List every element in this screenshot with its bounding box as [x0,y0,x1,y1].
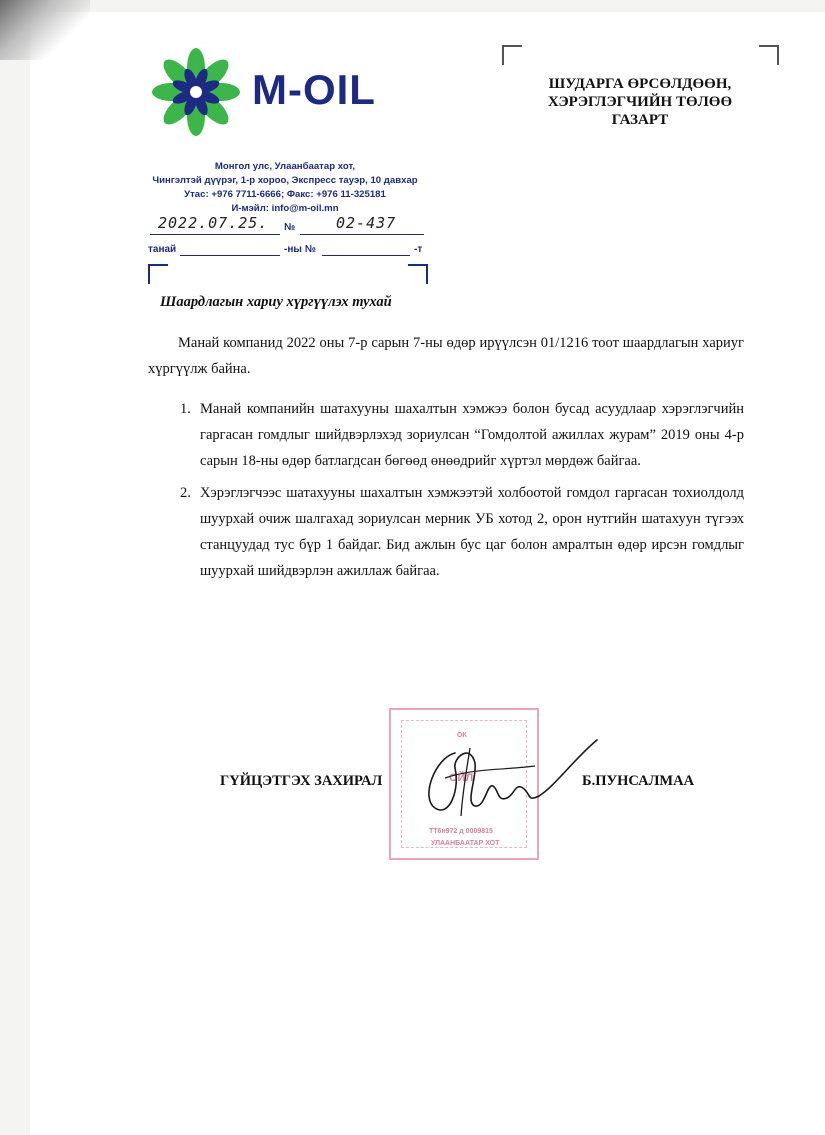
addressee-line-1: ШУДАРГА ӨРСӨЛДӨӨН, [548,76,732,92]
left-bracket-tl [148,264,168,284]
list-item-number: 2. [180,485,191,501]
ref-number-underline [322,255,410,256]
scan-corner-shadow [0,0,90,60]
right-bracket-tr [759,45,779,65]
list-item [148,396,744,474]
addressee-line-3: ГАЗАРТ [611,112,669,128]
handwritten-number: 02-437 [336,214,397,232]
ref-label-a: танай [148,244,177,255]
ref-label-c: -т [414,244,423,255]
numbered-list [148,396,744,584]
address-line-2: Чингэлтэй дүүрэг, 1-р хороо, Экспресс тауэр, 10 давхар [152,175,418,186]
signatory-title: ГҮЙЦЭТГЭХ ЗАХИРАЛ [220,773,383,789]
list-item-number: 1. [180,401,191,417]
number-label: № [284,222,296,233]
list-item-text: Манай компанийн шатахууны шахалтын хэмжээ болон бусад асуудлаар хэрэглэгчийн гаргасан гомдлыг шийдвэрлэхэд зориулсан “Гомдолтой ажиллах журам” 2019 оны 4-р сарын 18-ны өдөр батлагдсан бөгөөд өнөөдрийг хүртэл мөрдөж байгаа. [200,401,744,469]
stamp-city-text: УЛААНБААТАР ХОТ [431,840,500,847]
right-bracket-tl [502,45,522,65]
number-underline [300,234,424,235]
letterhead-address [130,160,440,216]
ref-date-underline [180,255,280,256]
handwritten-signature [415,728,605,828]
phone-line: Утас: +976 7711-6666; Факс: +976 11-325181 [184,189,386,200]
addressee-line-2: ХЭРЭГЛЭГЧИЙН ТӨЛӨӨ [547,94,733,110]
stamp-top-text: ОК [457,732,467,739]
date-underline [150,234,280,235]
stamp-middle-text: ОЙЛ [449,772,474,784]
brand-name: M-OIL [252,66,376,113]
stamp-phone-text: ТТ6н972 д 0009815 [429,828,493,835]
addressee-block [520,75,760,129]
ref-label-b: -ны № [284,244,316,255]
handwritten-date: 2022.07.25. [158,214,269,232]
signatory-name: Б.ПУНСАЛМАА [582,773,695,789]
address-line-1: Монгол улс, Улаанбаатар хот, [214,161,356,172]
letter-subject: Шаардлагын хариу хүргүүлэх тухай [160,294,392,310]
left-bracket-tr [408,264,428,284]
list-item [148,480,744,584]
intro-paragraph: Манай компанид 2022 оны 7-р сарын 7-ны өдөр ирүүлсэн 01/1216 тоот шаардлагын хариуг хүргүүлж байна. [148,335,744,377]
email-line: И-мэйл: info@m-oil.mn [231,203,339,214]
list-item-text: Хэрэглэгчээс шатахууны шахалтын хэмжээтэй холбоотой гомдол гаргасан тохиолдолд шуурхай очиж шалгахад зориулсан мерник УБ хотод 2, орон нутгийн шатахуун түгээх станцуудад тус бүр 1 байдаг. Бид ажлын бус цаг болон амралтын өдөр ирсэн гомдлыг шуурхай шийдвэрлэн ажиллаж байгаа. [200,485,744,579]
